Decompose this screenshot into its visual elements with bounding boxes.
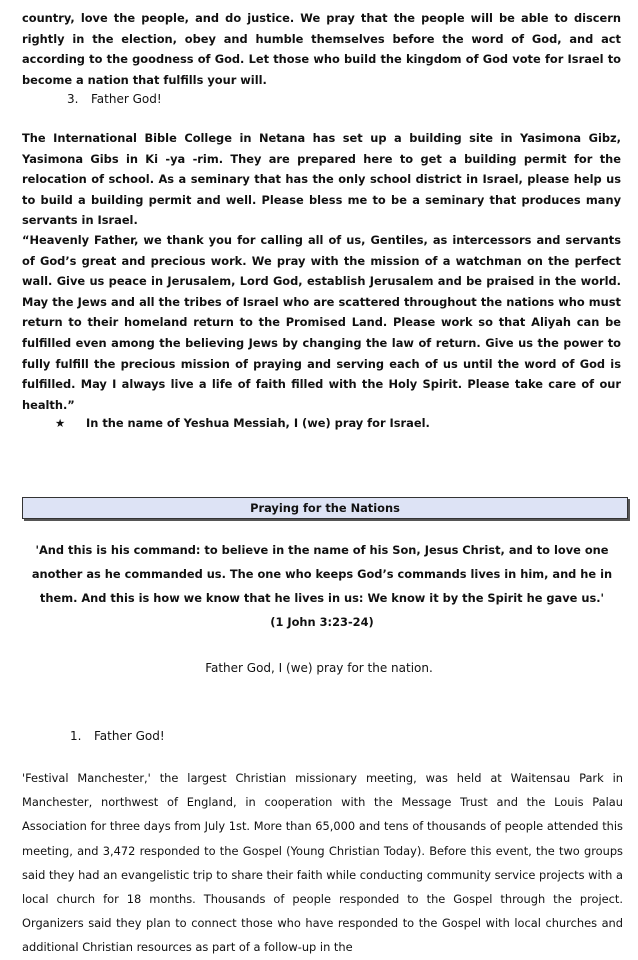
paragraph-festival-manchester: 'Festival Manchester,' the largest Christian missionary meeting, was held at Waitensau Park in Manchester, northwest of England, in cooperation with the Message Trust and the Louis Palau Association for three days from July 1st. More than 65,000 and tens of thousands of people attended this meeting, and 3,472 responded to the Gospel (Young Christian Today). Before this event, the two groups said they had an evangelistic trip to share their faith while conducting community service projects with a local church for 18 months. Thousands of people responded to the Gospel through the project. Organizers said they plan to connect those who have responded to the Gospel with local churches and additional Christian resources as part of a follow-up in the [22, 771, 623, 955]
verse-text: 'And this is his command: to believe in the name of his Son, Jesus Christ, and to love one another as he commanded us. The one who keeps God’s commands lives in him, and he in them. And this is how we know that he lives in us: We know it by the Spirit he gave us.' [31, 543, 613, 605]
paragraph-heavenly-father: “Heavenly Father, we thank you for calling all of us, Gentiles, as intercessors and servants of God’s great and precious work. We pray with the mission of a watchman on the perfect wall. Give us peace in Jerusalem, Lord God, establish Jerusalem and be praised in the world. May the Jews and all the tribes of Israel who are scattered throughout the nations who must return to their homeland return to the Promised Land. Please work so that Aliyah can be fulfilled even among the believing Jews by changing the law of return. Give us the power to fully fulfill the precious mission of praying and serving each of us until the word of God is fulfilled. May I always live a life of faith filled with the Holy Spirit. Please take care of our health.” [22, 233, 621, 412]
star-icon: ★ [55, 416, 66, 430]
section-heading-text: Praying for the Nations [250, 501, 400, 515]
item-label: Father God! [91, 92, 162, 106]
item-label: Father God! [94, 729, 165, 743]
verse-reference: (1 John 3:23-24) [270, 615, 374, 629]
paragraph-election-prayer: country, love the people, and do justice. We pray that the people will be able to discern rightly in the election, obey and humble themselves before the word of God, and act according to the goodness of God. Let those who build the kingdom of God vote for Israel to become a nation that fulfills your will. [22, 11, 621, 87]
item-number: 3. [67, 92, 79, 106]
paragraph-bible-college: The International Bible College in Netana has set up a building site in Yasimona Gibz, Yasimona Gibs in Ki -ya -rim. They are prepared here to get a building permit for the relocation of school. As a seminary that has the only school district in Israel, please help us to build a building permit and well. Please bless me to be a seminary that produces many servants in Israel. [22, 131, 621, 228]
closing-prayer-text: In the name of Yeshua Messiah, I (we) pray for Israel. [86, 416, 430, 430]
nation-prayer-line: Father God, I (we) pray for the nation. [205, 661, 433, 675]
bible-verse [22, 538, 622, 634]
item-number: 1. [70, 729, 82, 743]
section-heading [22, 497, 628, 519]
numbered-item-1 [70, 728, 165, 744]
closing-prayer-line [55, 416, 430, 430]
numbered-item-3 [67, 91, 162, 107]
